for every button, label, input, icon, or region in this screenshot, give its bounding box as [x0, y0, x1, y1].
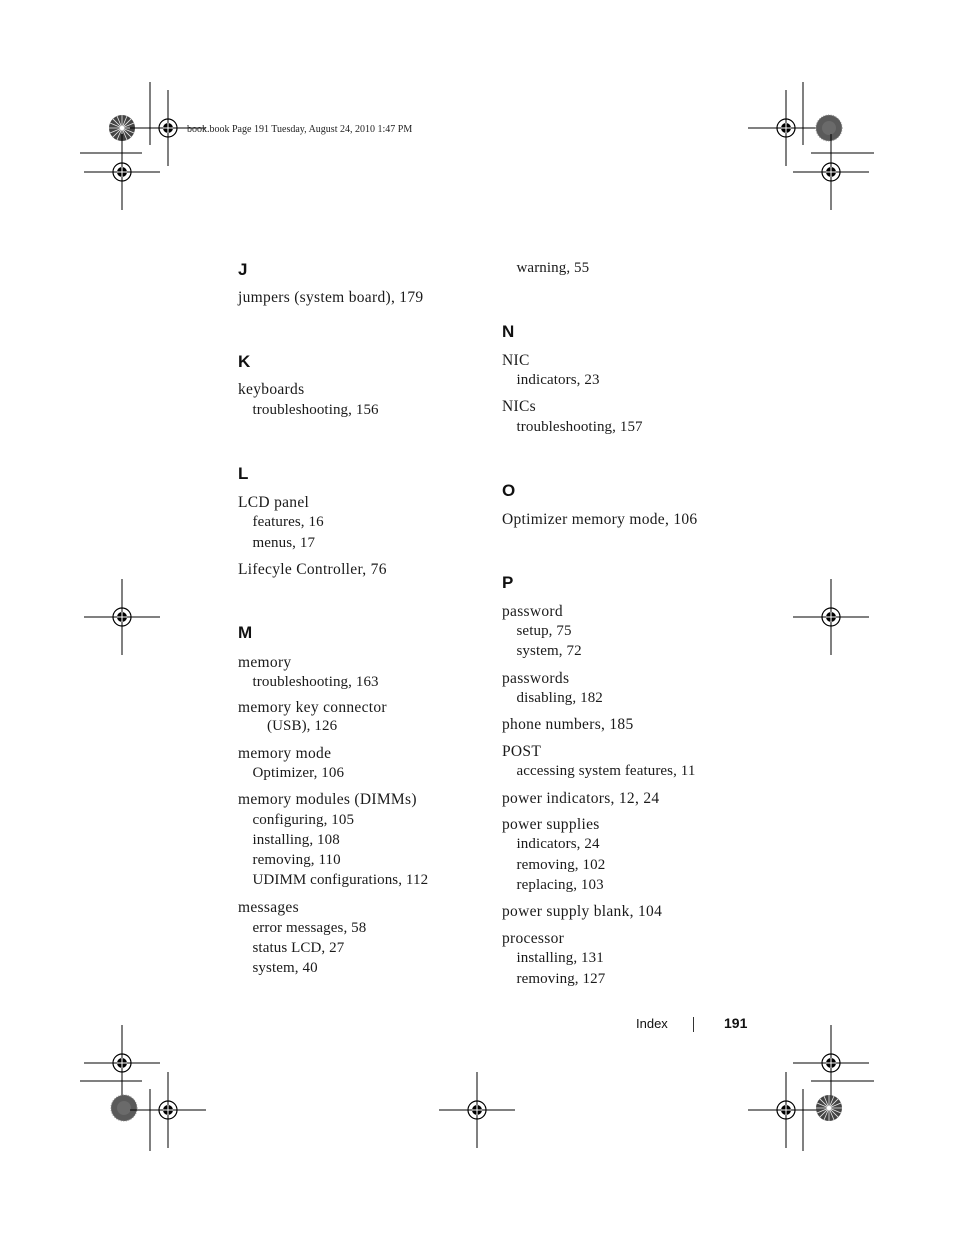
index-entry: phone numbers, 185 — [502, 716, 634, 733]
index-subentry: status LCD, 27 — [252, 940, 345, 956]
index-entry: LCD panel — [238, 494, 310, 511]
index-subentry: indicators, 24 — [516, 836, 600, 852]
index-subentry: system, 72 — [516, 643, 582, 659]
index-subentry: troubleshooting, 157 — [516, 419, 643, 435]
index-entry: NICs — [502, 398, 536, 415]
index-subentry: installing, 108 — [252, 832, 340, 848]
index-section-letter: M — [238, 623, 253, 642]
index-subentry: menus, 17 — [252, 535, 316, 551]
index-section-letter: L — [238, 464, 249, 483]
index-entry: messages — [238, 899, 299, 916]
index-subentry: setup, 75 — [516, 623, 572, 639]
index-section-letter: N — [502, 322, 515, 341]
index-subentry: troubleshooting, 163 — [252, 674, 379, 690]
index-entry: passwords — [502, 670, 570, 687]
index-subentry: removing, 110 — [252, 852, 341, 868]
index-subentry: troubleshooting, 156 — [252, 402, 379, 418]
index-entry: processor — [502, 930, 565, 947]
footer-section-label: Index — [636, 1016, 668, 1031]
index-subentry: warning, 55 — [516, 260, 590, 276]
page-number: 191 — [724, 1015, 748, 1031]
index-subentry: disabling, 182 — [516, 690, 603, 706]
index-section-letter: J — [238, 260, 248, 279]
index-subentry: configuring, 105 — [252, 812, 355, 828]
footer-divider — [693, 1017, 694, 1032]
index-entry: password — [502, 603, 563, 620]
print-slug-line: book.book Page 191 Tuesday, August 24, 2010 1:47 PM — [187, 124, 413, 135]
index-subentry: system, 40 — [252, 960, 318, 976]
index-subentry: replacing, 103 — [516, 877, 604, 893]
index-subentry: error messages, 58 — [252, 920, 367, 936]
index-entry: power indicators, 12, 24 — [502, 790, 660, 807]
index-entry: NIC — [502, 352, 530, 369]
index-entry: Lifecyle Controller, 76 — [238, 561, 387, 578]
index-entry: jumpers (system board), 179 — [238, 289, 424, 306]
index-subentry: UDIMM configurations, 112 — [252, 872, 429, 888]
index-entry: power supply blank, 104 — [502, 903, 663, 920]
index-subentry: indicators, 23 — [516, 372, 600, 388]
index-subentry: (USB), 126 — [267, 718, 338, 734]
index-subentry: removing, 102 — [516, 857, 606, 873]
index-entry: memory modules (DIMMs) — [238, 791, 417, 808]
index-subentry: Optimizer, 106 — [252, 765, 345, 781]
index-section-letter: P — [502, 573, 514, 592]
index-entry: power supplies — [502, 816, 600, 833]
index-subentry: features, 16 — [252, 514, 324, 530]
index-entry: memory key connector — [238, 699, 387, 716]
index-subentry: accessing system features, 11 — [516, 763, 696, 779]
index-entry: POST — [502, 743, 542, 760]
index-subentry: installing, 131 — [516, 950, 604, 966]
index-section-letter: O — [502, 481, 516, 500]
index-entry: keyboards — [238, 381, 305, 398]
index-entry: Optimizer memory mode, 106 — [502, 511, 698, 528]
index-entry: memory mode — [238, 745, 332, 762]
index-section-letter: K — [238, 352, 251, 371]
index-entry: memory — [238, 654, 292, 671]
index-subentry: removing, 127 — [516, 971, 606, 987]
